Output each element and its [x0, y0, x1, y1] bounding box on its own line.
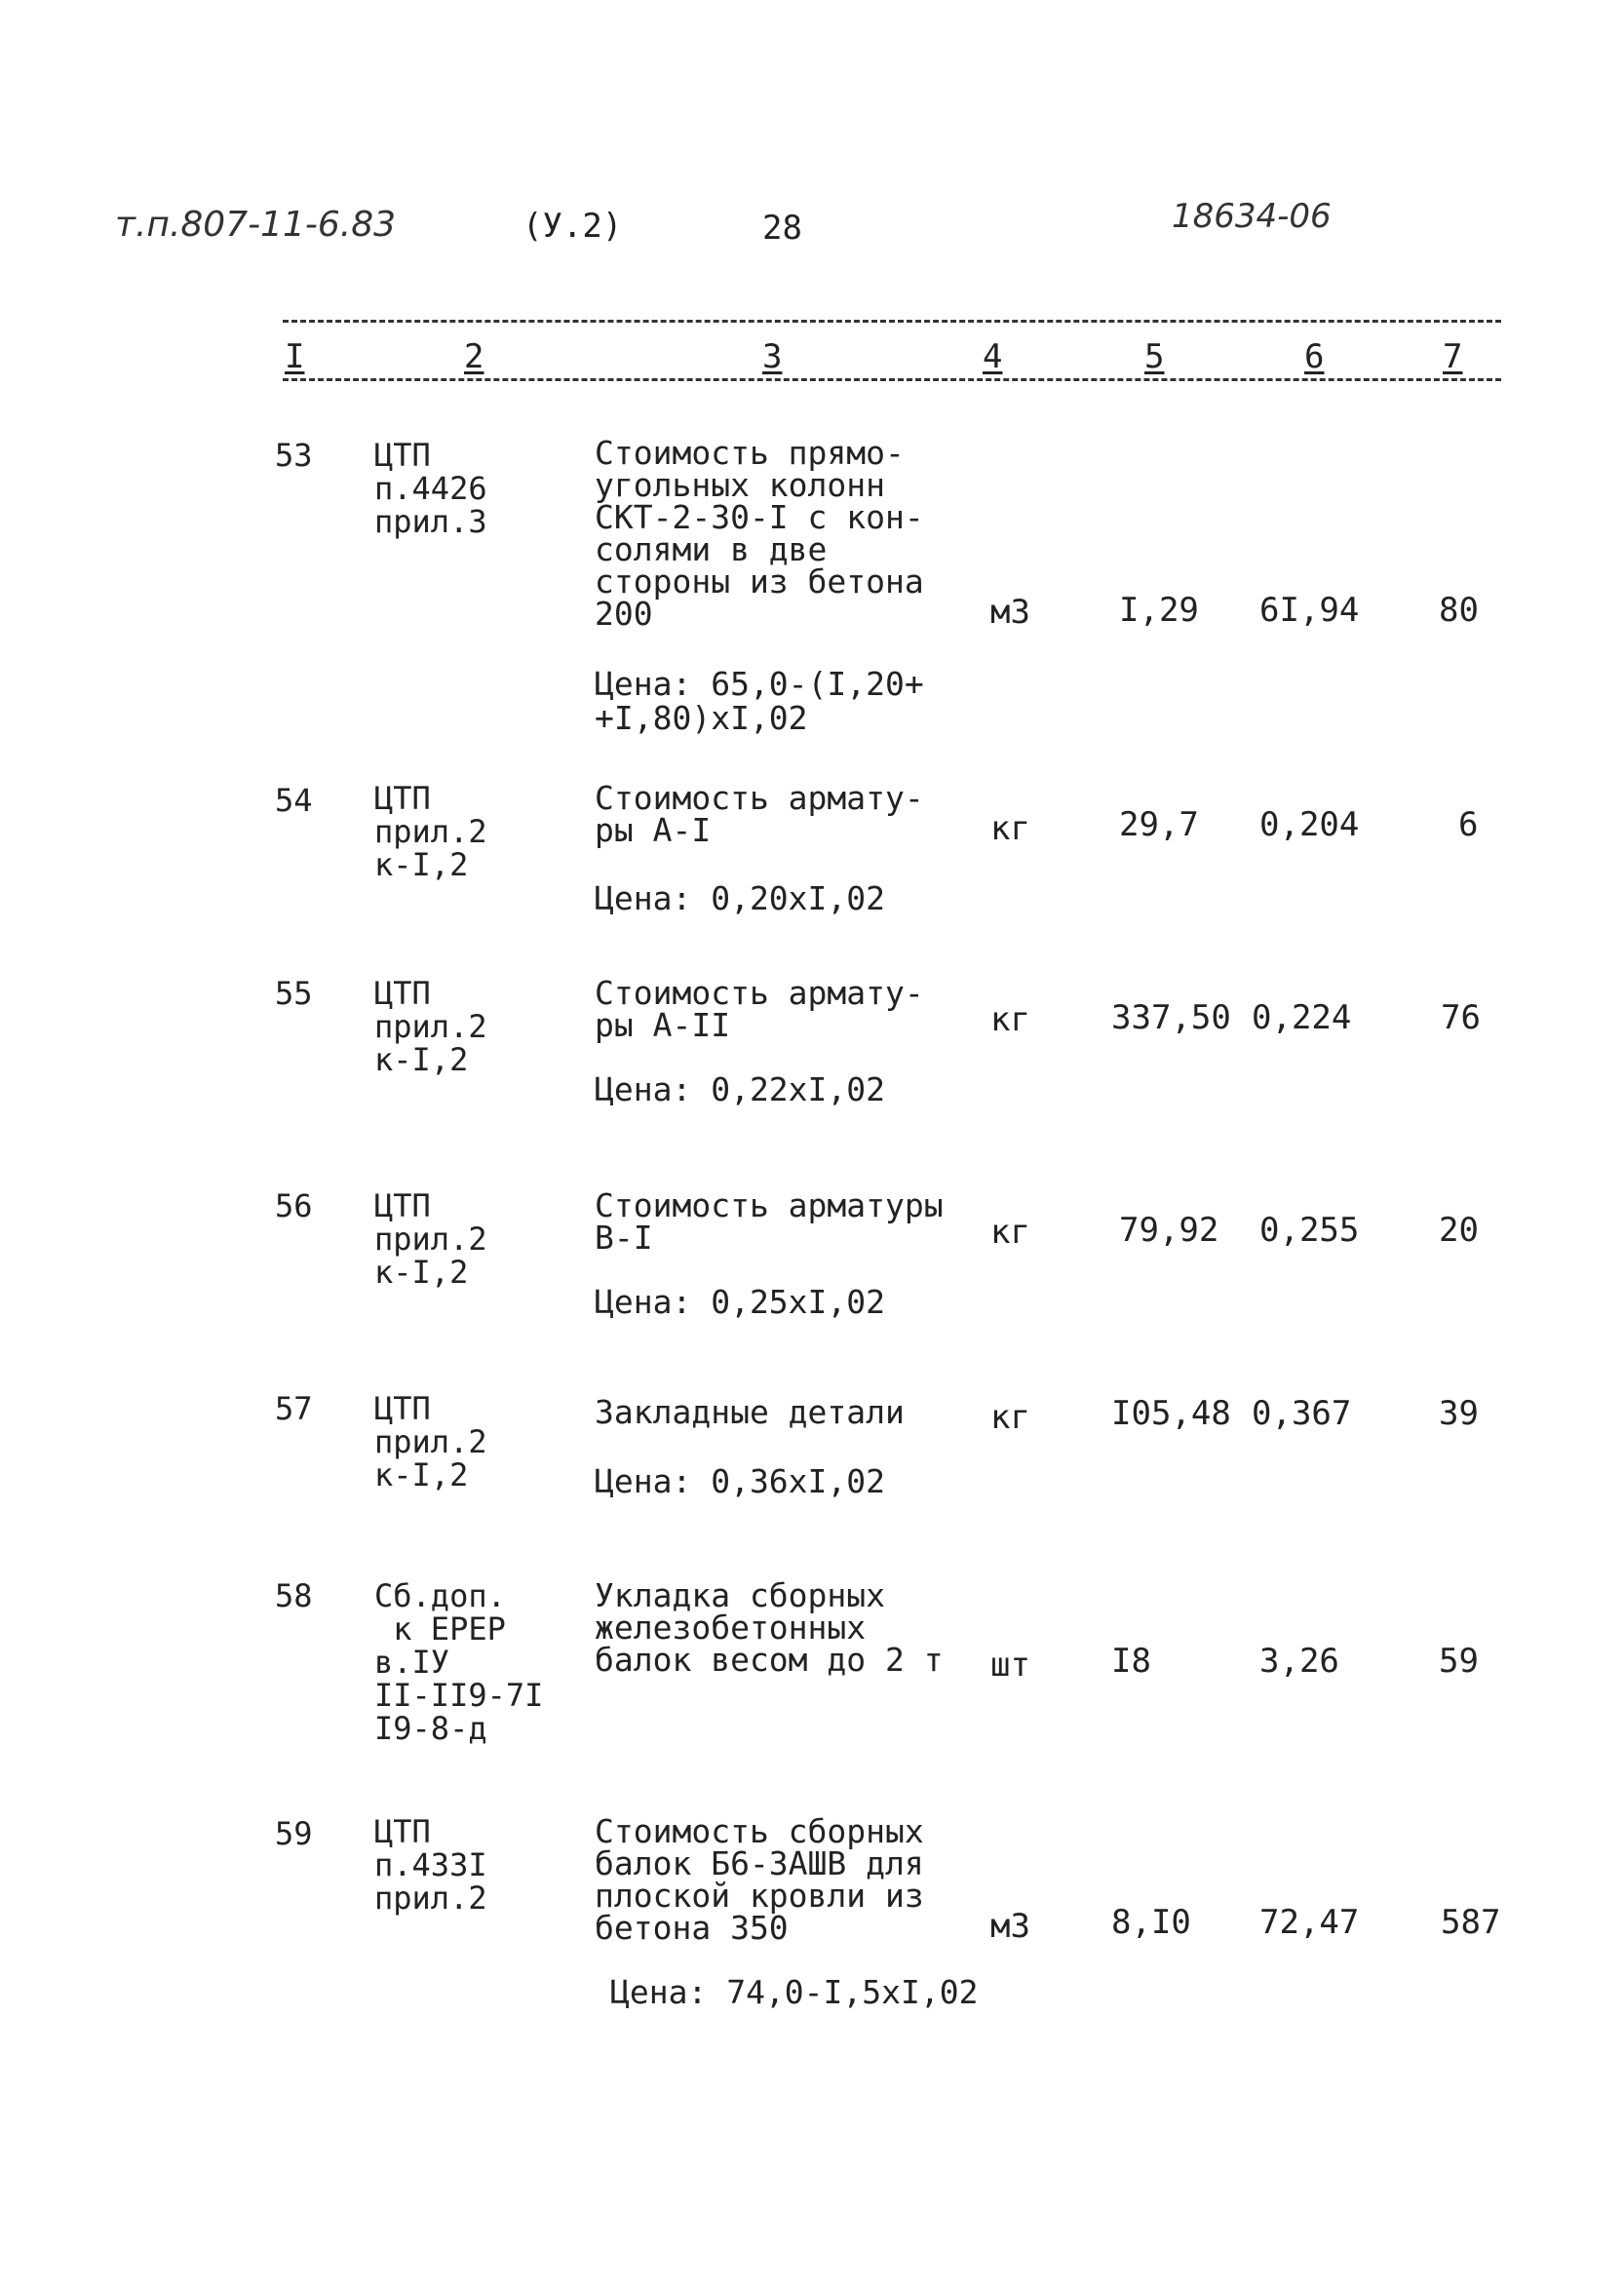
description: Закладные детали [595, 1393, 905, 1431]
row-number: 55 [275, 975, 313, 1012]
total: 20 [1439, 1211, 1479, 1250]
quantity: 29,7 [1119, 805, 1199, 844]
volume-label: (У.2) [522, 207, 623, 246]
unit: кг [990, 809, 1030, 848]
price-formula: Цена: 0,22хI,02 [595, 1070, 886, 1108]
row-number: 58 [275, 1577, 313, 1614]
description: Стоимость армату- ры А-II [595, 974, 924, 1044]
page-number: 28 [762, 209, 802, 248]
quantity: I8 [1111, 1642, 1151, 1681]
column-number-7: 7 [1443, 337, 1463, 376]
total: 39 [1439, 1394, 1479, 1433]
column-number-2: 2 [464, 337, 484, 376]
price-formula: Цена: 0,36хI,02 [595, 1462, 886, 1500]
row-number: 59 [275, 1815, 313, 1852]
header-rule-bottom [283, 378, 1501, 381]
total: 587 [1441, 1903, 1501, 1942]
unit-price: 72,47 [1259, 1903, 1360, 1942]
inventory-number: 18634-06 [1172, 197, 1332, 236]
price-formula: Цена: 0,25хI,02 [595, 1283, 886, 1321]
description: Стоимость армату- ры А-I [595, 779, 924, 849]
unit-price: 3,26 [1259, 1642, 1339, 1681]
total: 76 [1441, 998, 1481, 1037]
unit-price: 6I,94 [1259, 591, 1360, 630]
unit: кг [990, 1398, 1030, 1437]
price-formula: Цена: 65,0-(I,20+ +I,80)хI,02 [595, 665, 924, 737]
row-number: 53 [275, 437, 313, 474]
reference: ЦТП п.433I прил.2 [374, 1813, 487, 1917]
row-number: 56 [275, 1187, 313, 1224]
unit: шт [990, 1646, 1030, 1685]
description: Стоимость прямо- угольных колонн СКТ-2-30-I с кон- солями в две стороны из бетона 200 [595, 434, 924, 633]
unit-price: 0,367 [1252, 1394, 1352, 1433]
column-number-6: 6 [1304, 337, 1325, 376]
quantity: I,29 [1119, 591, 1199, 630]
unit-price: 0,255 [1259, 1211, 1360, 1250]
reference: ЦТП прил.2 к-I,2 [374, 1187, 487, 1291]
reference: ЦТП прил.2 к-I,2 [374, 780, 487, 883]
description: Укладка сборных железобетонных балок весом до 2 т [595, 1576, 944, 1679]
quantity: 8,I0 [1111, 1903, 1191, 1942]
price-formula: Цена: 0,20хI,02 [595, 879, 886, 917]
total: 6 [1458, 805, 1479, 844]
unit: м3 [990, 593, 1030, 632]
description: Стоимость сборных балок Б6-3АШВ для плоской кровли из бетона 350 [595, 1812, 924, 1947]
header-rule-top [283, 320, 1501, 323]
document-code: т.п.807-11-6.83 [115, 205, 397, 245]
column-number-1: I [285, 337, 305, 376]
column-number-3: 3 [762, 337, 783, 376]
row-number: 54 [275, 782, 313, 819]
price-formula: Цена: 74,0-I,5хI,02 [610, 1973, 979, 2011]
unit: кг [990, 1000, 1030, 1039]
column-number-5: 5 [1144, 337, 1165, 376]
reference: Сб.доп. к ЕРЕР в.IУ II-II9-7I I9-8-д [374, 1577, 544, 1747]
unit: м3 [990, 1907, 1030, 1946]
total: 59 [1439, 1642, 1479, 1681]
quantity: 337,50 [1111, 998, 1231, 1037]
reference: ЦТП прил.2 к-I,2 [374, 1390, 487, 1493]
quantity: I05,48 [1111, 1394, 1231, 1433]
reference: ЦТП прил.2 к-I,2 [374, 975, 487, 1078]
row-number: 57 [275, 1390, 313, 1427]
column-number-4: 4 [983, 337, 1003, 376]
description: Стоимость арматуры В-I [595, 1186, 944, 1257]
unit-price: 0,224 [1252, 998, 1352, 1037]
quantity: 79,92 [1119, 1211, 1219, 1250]
unit: кг [990, 1213, 1030, 1252]
total: 80 [1439, 591, 1479, 630]
unit-price: 0,204 [1259, 805, 1360, 844]
reference: ЦТП п.4426 прил.3 [374, 437, 487, 540]
